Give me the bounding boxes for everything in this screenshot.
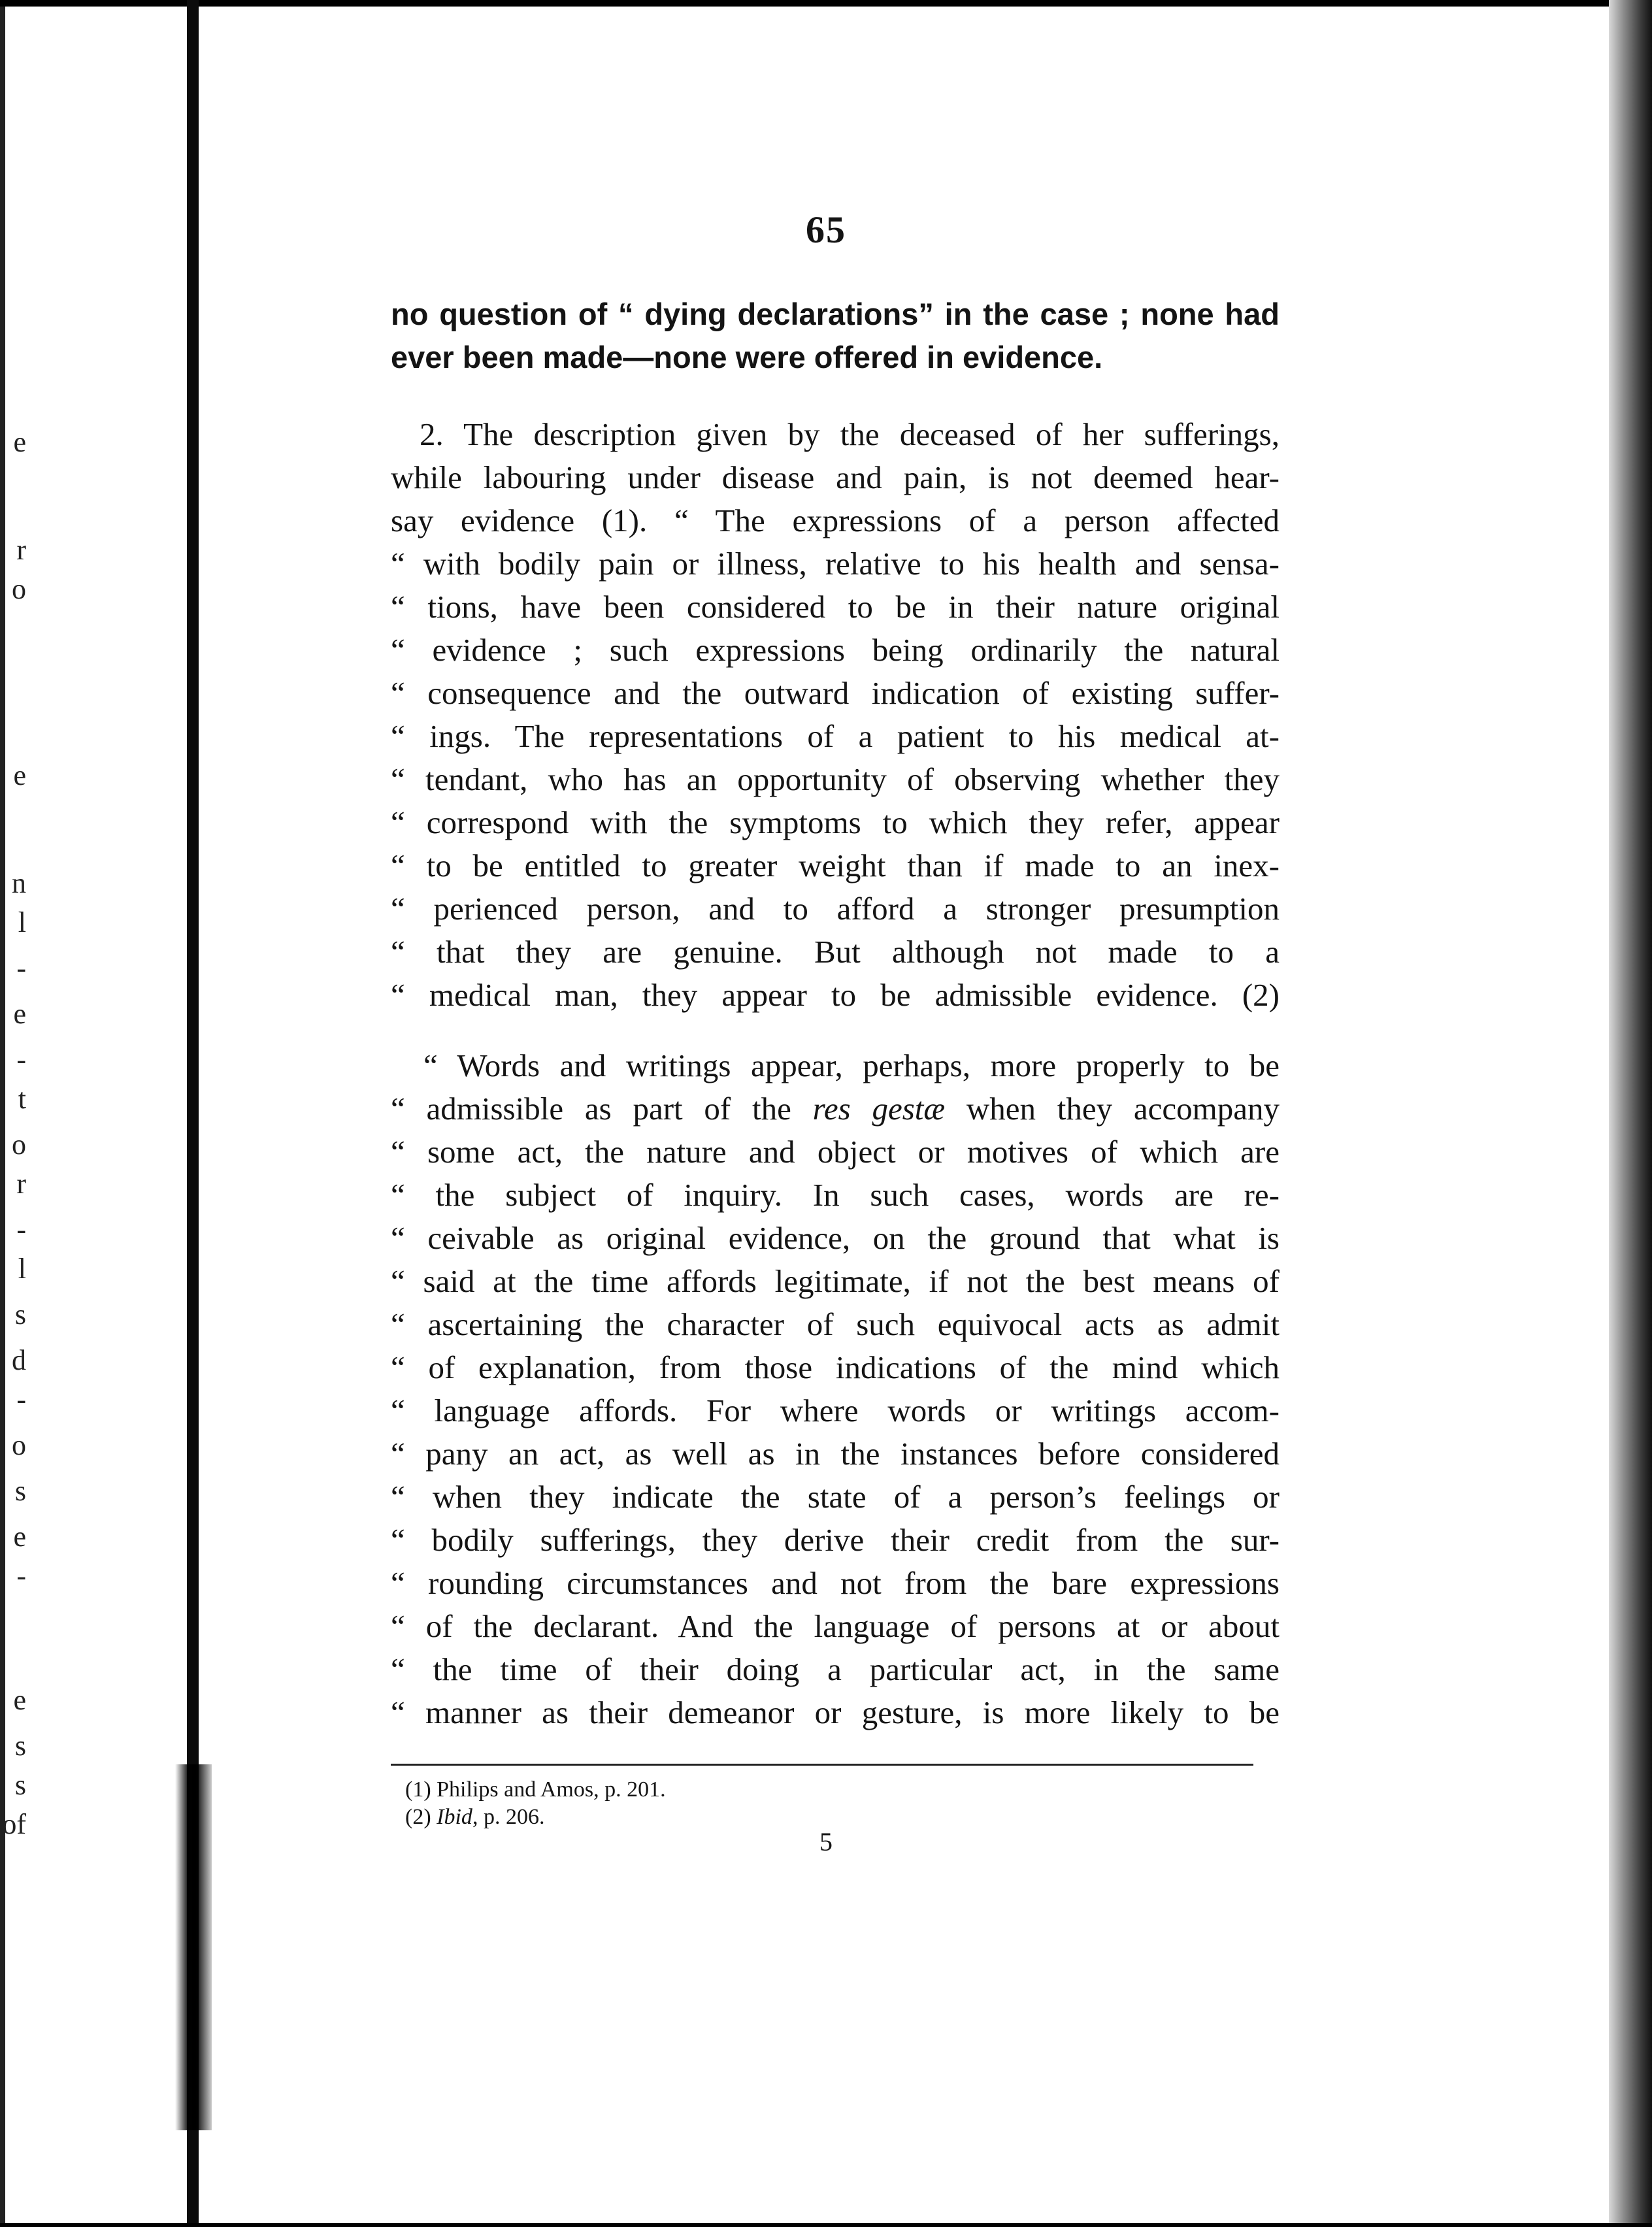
previous-page-fragment: - [16, 1383, 26, 1415]
footnote-rule [391, 1764, 1253, 1766]
previous-page-fragment: s [14, 1298, 26, 1330]
previous-page-fragment: d [12, 1344, 26, 1376]
previous-page-fragment: of [2, 1808, 26, 1840]
previous-page-fragment: r [16, 1168, 26, 1200]
previous-page-fragment: s [14, 1730, 26, 1762]
paragraph-2-line: “ medical man, they appear to be admissible evidence. (2) [391, 977, 1280, 1013]
scan-border-bottom [0, 2223, 1652, 2227]
paragraph-3-text: when they accompany [945, 1091, 1280, 1127]
paragraph-3-line: “ ceivable as original evidence, on the ground that what is [391, 1220, 1280, 1256]
paragraph-2-line: “ to be entitled to greater weight than if made to an inex- [391, 848, 1280, 883]
footnotes [405, 1776, 666, 1831]
previous-page-fragment: e [13, 1684, 26, 1716]
gutter-shadow [175, 1764, 212, 2130]
footnote-1: (1) Philips and Amos, p. 201. [405, 1777, 666, 1802]
paragraph-2-line: “ tendant, who has an opportunity of observing whether they [391, 761, 1280, 797]
paragraph-3-line: “ of explanation, from those indications of the mind which [391, 1349, 1280, 1385]
paragraph-2-line: 2. The description given by the deceased of her sufferings, [420, 416, 1280, 452]
page-number: 65 [806, 208, 846, 251]
previous-page-fragment: s [14, 1769, 26, 1801]
previous-page-fragment: - [16, 1044, 26, 1076]
paragraph-3 [391, 1044, 1280, 1734]
scan-border-top [0, 0, 1652, 7]
paragraph-3-line: “ when they indicate the state of a person’s feelings or [391, 1479, 1280, 1515]
footnote-2-number: (2) [405, 1805, 437, 1829]
paragraph-3-line: “ language affords. For where words or writings accom- [391, 1393, 1280, 1428]
previous-page-fragment: - [16, 1560, 26, 1592]
paragraph-3-line: “ bodily sufferings, they derive their credit from the sur- [391, 1522, 1280, 1558]
previous-page-fragment: e [13, 998, 26, 1030]
previous-page-fragments [0, 0, 26, 2227]
paragraph-3-line: “ ascertaining the character of such equivocal acts as admit [391, 1306, 1280, 1342]
previous-page-fragment: e [13, 1521, 26, 1553]
previous-page-fragment: - [16, 952, 26, 984]
paragraph-2 [391, 413, 1280, 1017]
previous-page-fragment: l [18, 1253, 26, 1285]
previous-page-fragment: e [13, 426, 26, 458]
paragraph-2-line: while labouring under disease and pain, is not deemed hear- [391, 459, 1280, 495]
paragraph-3-text: “ admissible as part of the [391, 1091, 813, 1127]
paragraph-3-line: “ the time of their doing a particular act, in the same [391, 1651, 1280, 1687]
paragraph-3-line: “ said at the time affords legitimate, if not the best means of [391, 1263, 1280, 1299]
latin-phrase: res gestæ [812, 1091, 946, 1127]
paragraph-2-line: “ ings. The representations of a patient to his medical at- [391, 718, 1280, 754]
paragraph-3-line [391, 1087, 1280, 1130]
previous-page-fragment: r [16, 534, 26, 566]
paragraph-2-line: “ tions, have been considered to be in their nature original [391, 589, 1280, 625]
footnote-2-ibid: Ibid [437, 1805, 472, 1829]
footnote-2-page: , p. 206. [472, 1805, 545, 1829]
paragraph-3-line: “ pany an act, as well as in the instances before considered [391, 1436, 1280, 1472]
right-page-edge [1609, 0, 1652, 2227]
intro-line: ever been made—none were offered in evidence. [391, 340, 1103, 374]
paragraph-3-line: “ the subject of inquiry. In such cases, words are re- [391, 1177, 1280, 1213]
paragraph-2-line: “ consequence and the outward indication of existing suffer- [391, 675, 1280, 711]
previous-page-fragment: s [14, 1475, 26, 1507]
previous-page-fragment: l [18, 906, 26, 938]
paragraph-3-line: “ manner as their demeanor or gesture, is more likely to be [391, 1694, 1280, 1730]
previous-page-fragment: o [12, 1129, 26, 1161]
intro-line: no question of “ dying declarations” in the case ; none had [391, 297, 1280, 331]
previous-page-fragment: - [16, 1213, 26, 1245]
previous-page-fragment: n [12, 867, 26, 899]
previous-page-fragment: t [18, 1083, 26, 1115]
previous-page-fragment: e [13, 759, 26, 791]
paragraph-2-line: “ correspond with the symptoms to which they refer, appear [391, 804, 1280, 840]
intro-paragraph [391, 293, 1280, 379]
paragraph-2-line: say evidence (1). “ The expressions of a person affected [391, 503, 1280, 538]
paragraph-3-line: “ some act, the nature and object or motives of which are [391, 1134, 1280, 1170]
previous-page-fragment: o [12, 573, 26, 605]
paragraph-2-line: “ with bodily pain or illness, relative to his health and sensa- [391, 546, 1280, 582]
paragraph-3-line: “ rounding circumstances and not from the bare expressions [391, 1565, 1280, 1601]
paragraph-2-line: “ evidence ; such expressions being ordinarily the natural [391, 632, 1280, 668]
paragraph-3-line: “ Words and writings appear, perhaps, more properly to be [423, 1048, 1280, 1083]
paragraph-2-line: “ that they are genuine. But although not made to a [391, 934, 1280, 970]
signature-mark: 5 [819, 1827, 833, 1856]
paragraph-2-line: “ perienced person, and to afford a stronger presumption [391, 891, 1280, 927]
previous-page-fragment: o [12, 1429, 26, 1461]
paragraph-3-line: “ of the declarant. And the language of persons at or about [391, 1608, 1280, 1644]
